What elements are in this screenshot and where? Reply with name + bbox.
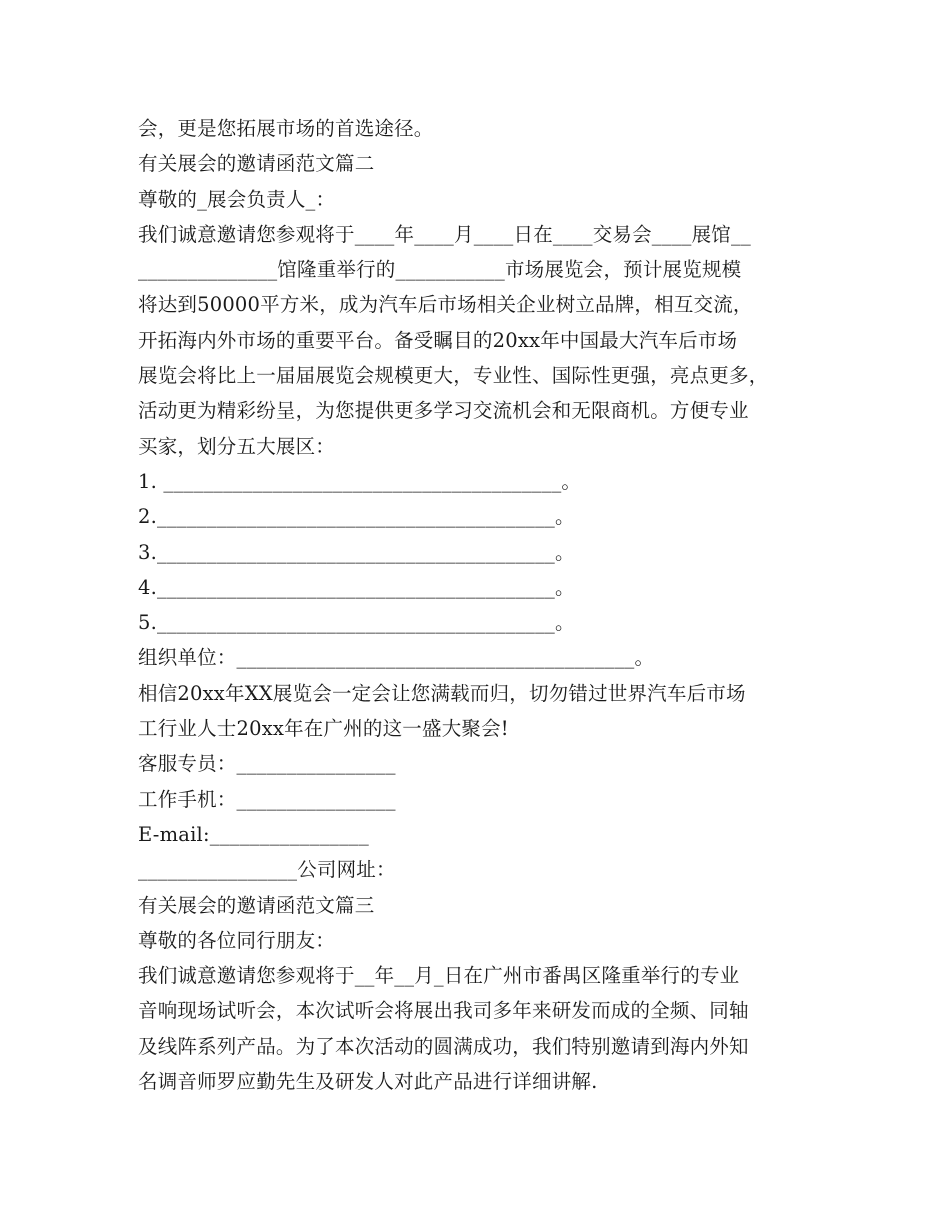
text-line: 我们诚意邀请您参观将于____年____月____日在____交易会____展馆__: [138, 222, 751, 246]
text-line: ______________馆隆重举行的___________市场展览会，预计展览规模: [138, 258, 742, 282]
list-item: 1. ________________________________________。: [138, 469, 582, 493]
text-line: 工行业人士20xx年在广州的这一盛大聚会!: [138, 717, 509, 741]
list-item: 3.________________________________________。: [138, 540, 575, 564]
text-line: 我们诚意邀请您参观将于__年__月_日在广州市番禺区隆重举行的专业: [138, 964, 740, 988]
salutation: 尊敬的_展会负责人_：: [138, 187, 336, 211]
list-item: 4.________________________________________。: [138, 575, 575, 599]
text-line: 展览会将比上一届届展览会规模更大，专业性、国际性更强，亮点更多，: [138, 364, 769, 388]
section-heading: 有关展会的邀请函范文篇二: [138, 152, 375, 176]
text-line: 名调音师罗应勤先生及研发人对此产品进行详细讲解.: [138, 1070, 598, 1094]
contact-line: 工作手机：________________: [138, 787, 396, 811]
organizer-line: 组织单位：________________________________________。: [138, 646, 655, 670]
document-body: [138, 111, 838, 1099]
text-line: 及线阵系列产品。为了本次活动的圆满成功，我们特别邀请到海内外知: [138, 1034, 749, 1058]
salutation: 尊敬的各位同行朋友：: [138, 928, 336, 952]
text-line: 活动更为精彩纷呈，为您提供更多学习交流机会和无限商机。方便专业: [138, 399, 749, 423]
text-line: 买家，划分五大展区：: [138, 434, 336, 458]
list-item: 5.________________________________________。: [138, 611, 575, 635]
text-line: 相信20xx年XX展览会一定会让您满载而归，切勿错过世界汽车后市场: [138, 681, 746, 705]
text-line: 会，更是您拓展市场的首选途径。: [138, 117, 434, 140]
contact-line: E-mail:________________: [138, 822, 369, 846]
section-heading: 有关展会的邀请函范文篇三: [138, 893, 375, 917]
text-line: 将达到50000平方米，成为汽车后市场相关企业树立品牌，相互交流，: [138, 293, 753, 317]
text-line: 音响现场试听会，本次试听会将展出我司多年来研发而成的全频、同轴: [138, 999, 749, 1023]
contact-line: 客服专员：________________: [138, 752, 396, 776]
contact-line: ________________公司网址：: [138, 858, 396, 882]
list-item: 2.________________________________________。: [138, 505, 575, 529]
text-line: 开拓海内外市场的重要平台。备受瞩目的20xx年中国最大汽车后市场: [138, 328, 738, 352]
